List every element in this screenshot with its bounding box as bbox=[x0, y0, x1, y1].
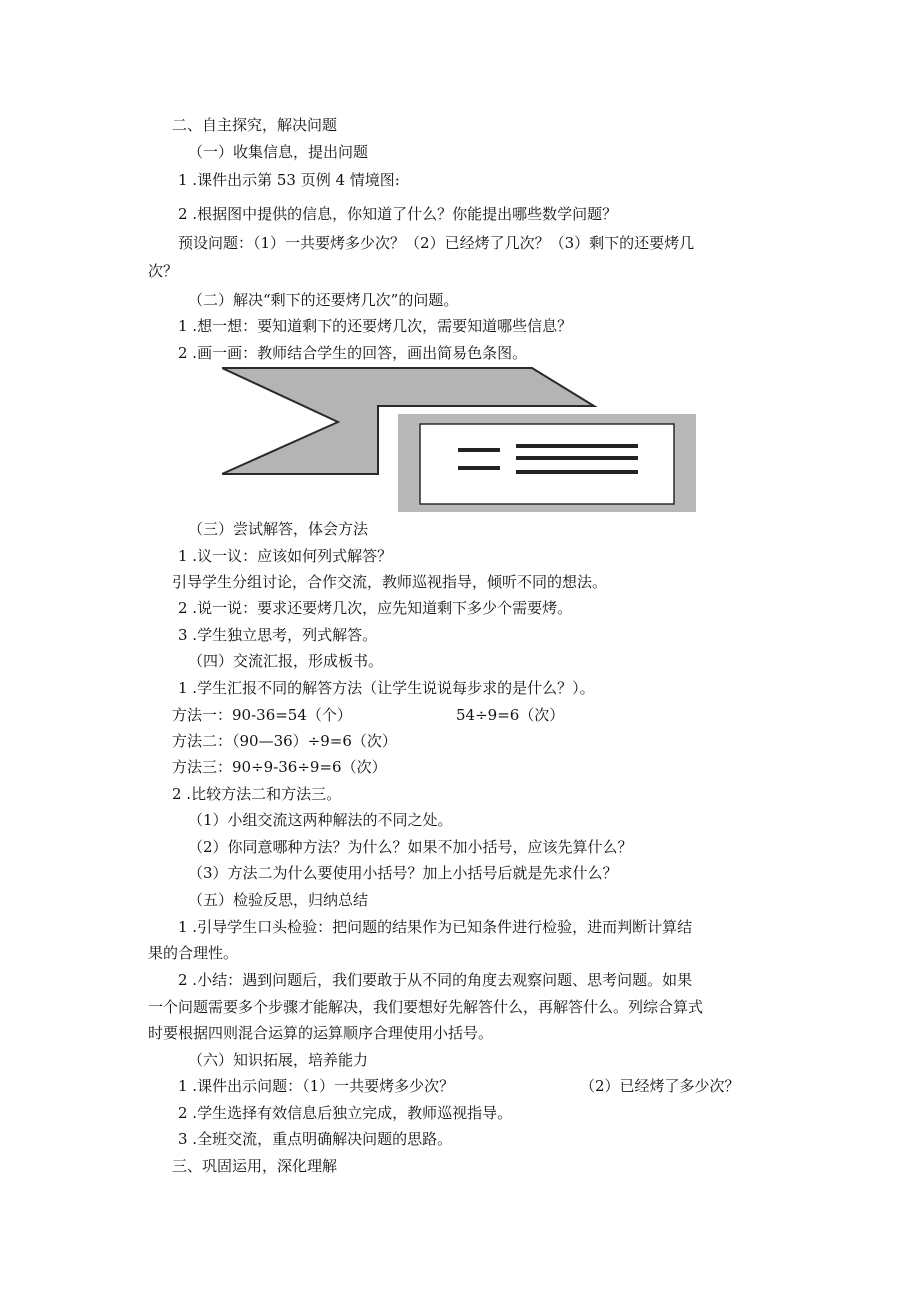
step-6-1-b: （2）已经烤了多少次？ bbox=[580, 1077, 740, 1095]
step-4-1: 1 .学生汇报不同的解答方法（让学生说说每步求的是什么？）。 bbox=[178, 679, 595, 697]
step-3-2: 2 .说一说：要求还要烤几次，应先知道剩下多少个需要烤。 bbox=[178, 599, 573, 617]
step-3-1-detail: 引导学生分组讨论，合作交流，教师巡视指导，倾听不同的想法。 bbox=[172, 573, 608, 591]
step-6-2: 2 .学生选择有效信息后独立完成，教师巡视指导。 bbox=[178, 1104, 513, 1122]
subsection-heading-2: （二）解决“剩下的还要烤几次”的问题。 bbox=[188, 291, 459, 309]
bar-long-2 bbox=[516, 456, 638, 460]
step-2-2: 2 .画一画：教师结合学生的回答，画出简易色条图。 bbox=[178, 344, 528, 362]
question-3: （3）方法二为什么要使用小括号？加上小括号后就是先求什么？ bbox=[188, 864, 618, 882]
question-1: （1）小组交流这两种解法的不同之处。 bbox=[188, 811, 453, 829]
step-3-1: 1 .议一议：应该如何列式解答？ bbox=[178, 547, 393, 565]
bar-long-3 bbox=[516, 470, 638, 474]
bar-short-1 bbox=[458, 448, 500, 452]
step-5-2-line-a: 2 .小结：遇到问题后，我们要敢于从不同的角度去观察问题、思考问题。如果 bbox=[178, 971, 693, 989]
step-2-1: 1 .想一想：要知道剩下的还要烤几次，需要知道哪些信息？ bbox=[178, 317, 573, 335]
question-2: （2）你同意哪种方法？为什么？如果不加小括号，应该先算什么？ bbox=[188, 838, 633, 856]
step-1-2: 2 .根据图中提供的信息，你知道了什么？你能提出哪些数学问题？ bbox=[178, 205, 618, 223]
step-5-2-line-c: 时要根据四则混合运算的运算顺序合理使用小括号。 bbox=[148, 1024, 494, 1042]
method-1-step-a: 方法一：90-36=54（个） bbox=[172, 706, 352, 724]
method-3: 方法三：90÷9-36÷9=6（次） bbox=[172, 758, 387, 776]
section-heading-3: 三、巩固运用，深化理解 bbox=[172, 1157, 338, 1175]
bar-short-2 bbox=[458, 466, 500, 470]
method-1-step-b: 54÷9=6（次） bbox=[456, 706, 565, 724]
subsection-heading-4: （四）交流汇报，形成板书。 bbox=[188, 652, 384, 670]
step-6-3: 3 .全班交流，重点明确解决问题的思路。 bbox=[178, 1130, 453, 1148]
step-3-3: 3 .学生独立思考，列式解答。 bbox=[178, 626, 378, 644]
bar-long-1 bbox=[516, 444, 638, 448]
step-6-1-a: 1 .课件出示问题：（1）一共要烤多少次？ bbox=[178, 1077, 455, 1095]
subsection-heading-1: （一）收集信息，提出问题 bbox=[188, 143, 369, 161]
preset-questions-line-a: 预设问题：（1）一共要烤多少次？（2）已经烤了几次？（3）剩下的还要烤几 bbox=[178, 234, 695, 252]
method-2: 方法二：（90—36）÷9=6（次） bbox=[172, 732, 397, 750]
subsection-heading-5: （五）检验反思，归纳总结 bbox=[188, 891, 369, 909]
step-5-1-line-a: 1 .引导学生口头检验：把问题的结果作为已知条件进行检验，进而判断计算结 bbox=[178, 918, 693, 936]
preset-questions-line-b: 次？ bbox=[148, 262, 179, 280]
step-4-2: 2 .比较方法二和方法三。 bbox=[172, 785, 342, 803]
subsection-heading-3: （三）尝试解答，体会方法 bbox=[188, 520, 369, 538]
step-5-1-line-b: 果的合理性。 bbox=[148, 944, 239, 962]
subsection-heading-6: （六）知识拓展，培养能力 bbox=[188, 1051, 369, 1069]
step-1-1: 1 .课件出示第 53 页例 4 情境图: bbox=[178, 171, 400, 189]
broken-image-placeholder-icon bbox=[222, 366, 696, 512]
step-5-2-line-b: 一个问题需要多个步骤才能解决，我们要想好先解答什么，再解答什么。列综合算式 bbox=[148, 998, 704, 1016]
placeholder-inner-box bbox=[420, 424, 674, 504]
section-heading-2: 二、自主探究，解决问题 bbox=[172, 116, 338, 134]
